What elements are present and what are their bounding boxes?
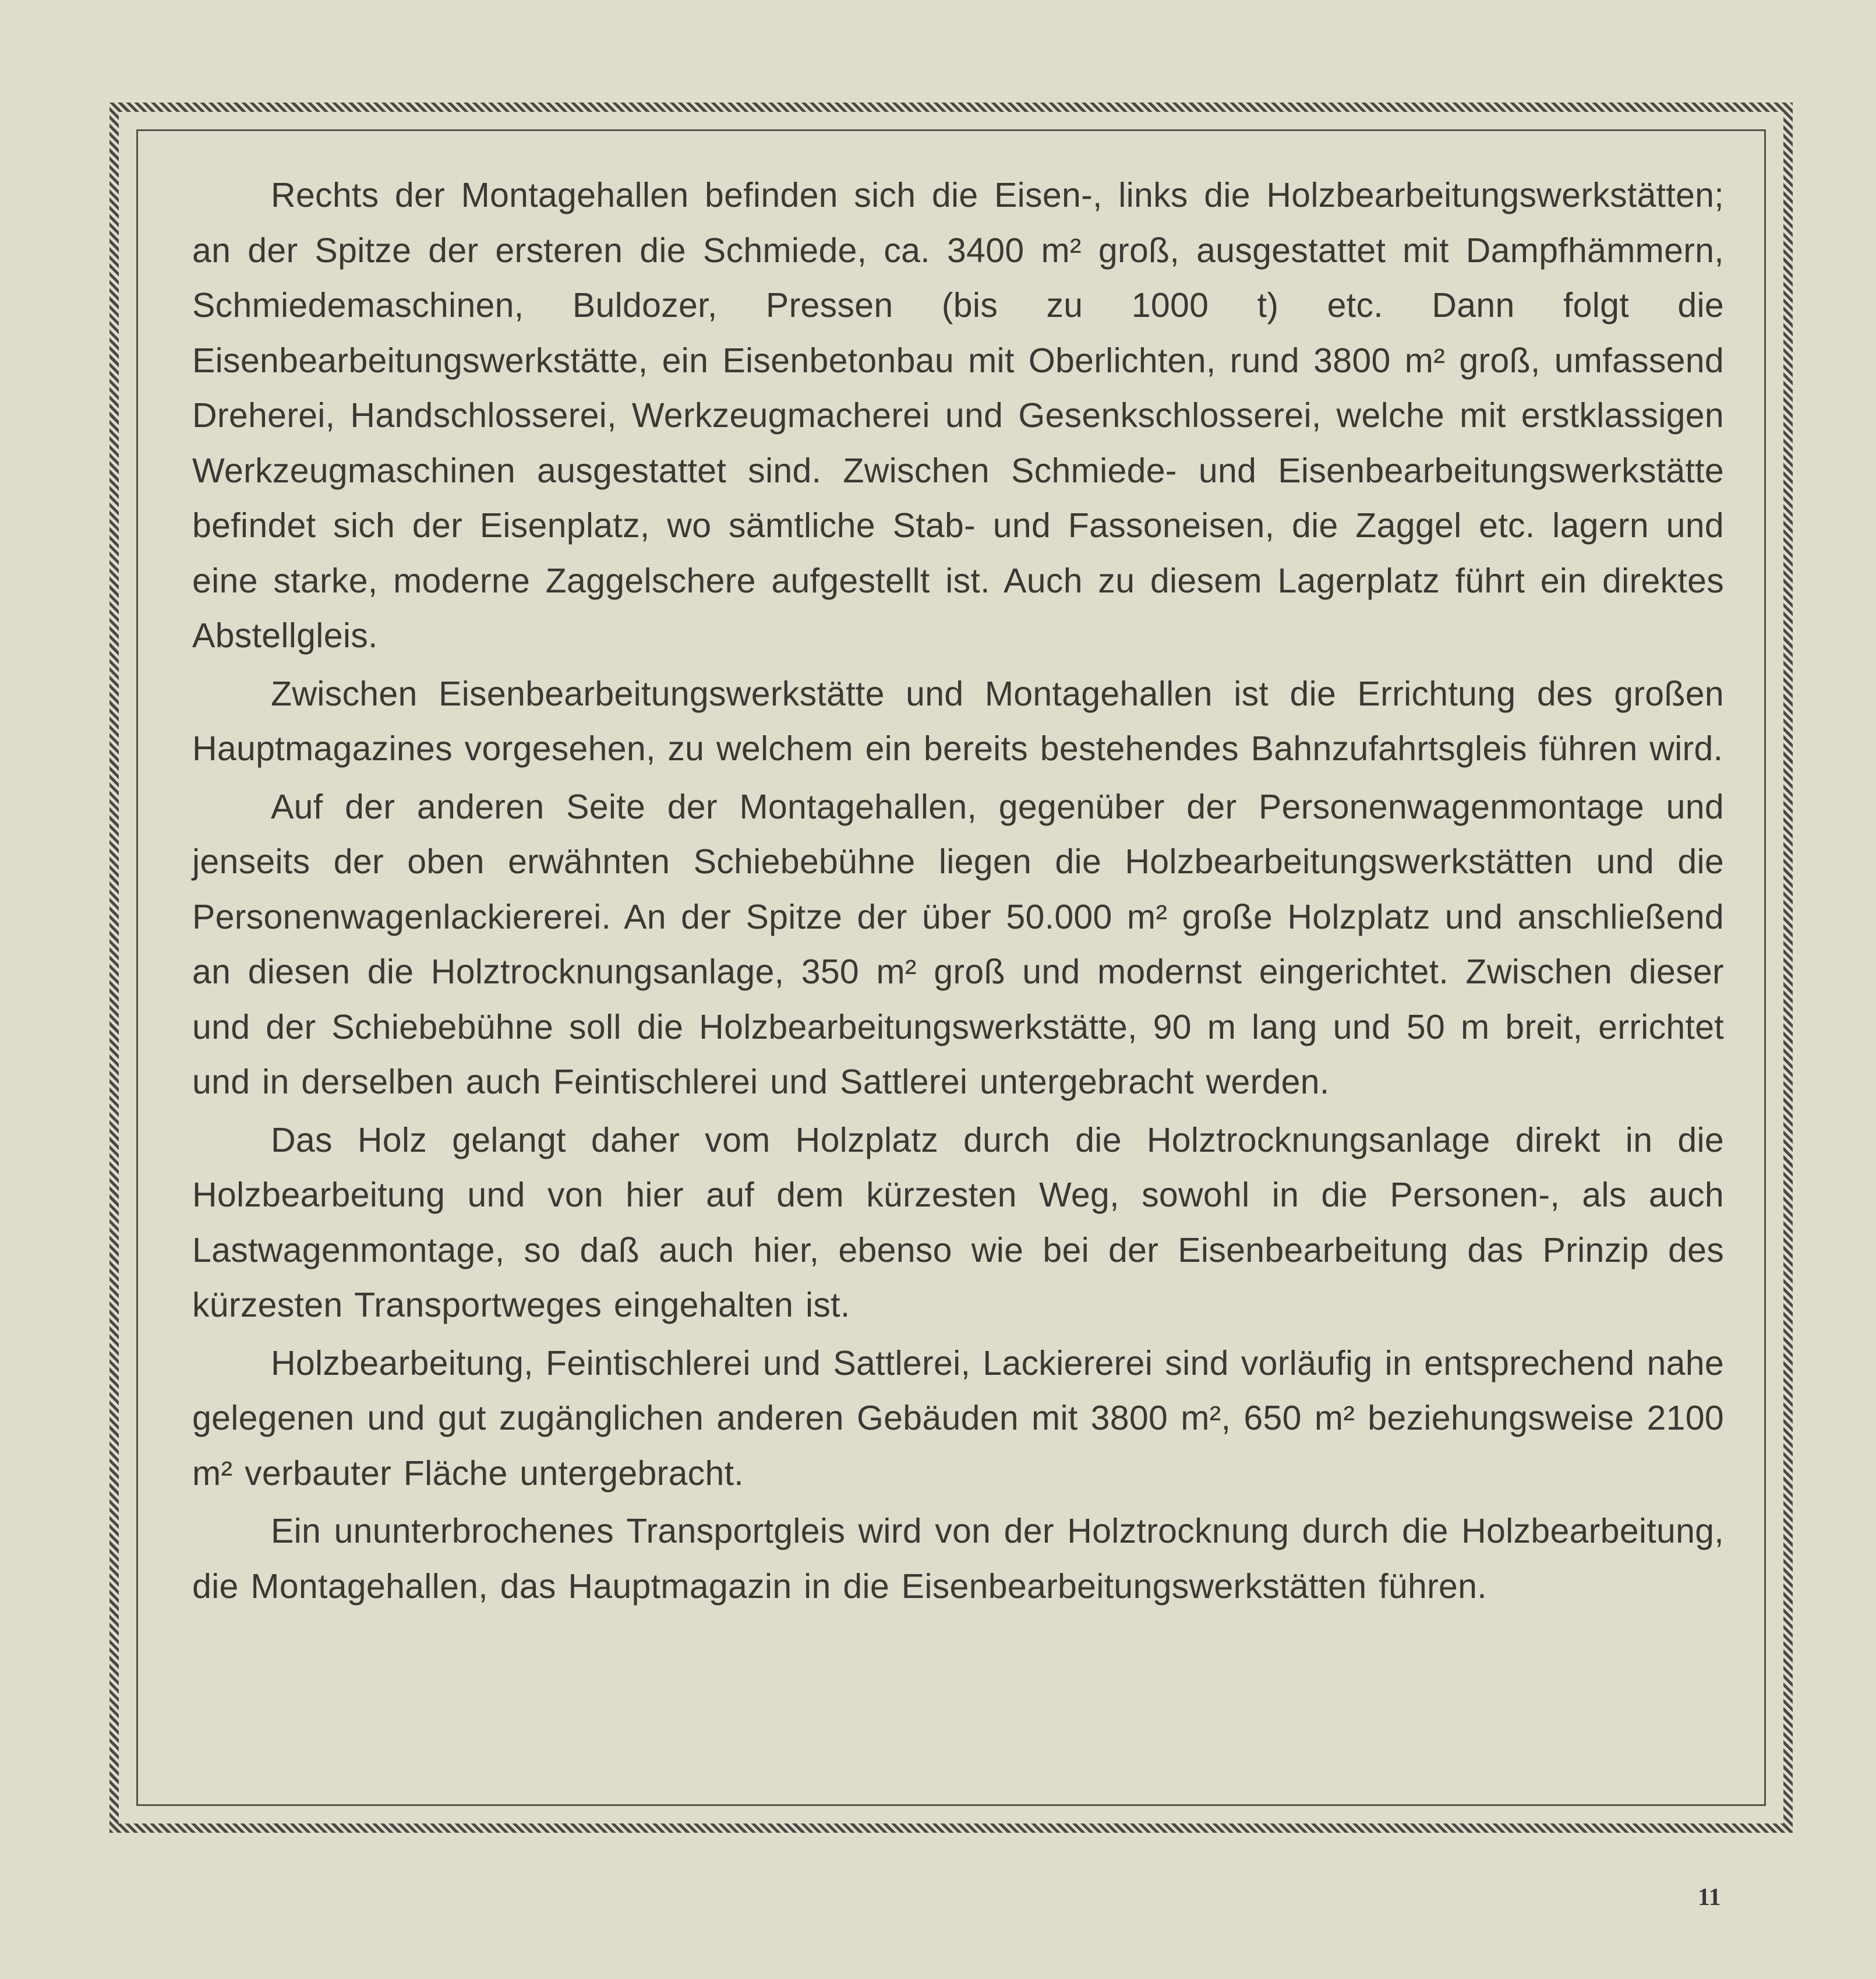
- paragraph-transport-track: Ein ununterbrochenes Transportgleis wird von der Holztrocknung durch die Holzbearbeitung, die Montagehallen, das Hauptmagazin in die Eisenbearbeitungswerkstätten führen.: [192, 1512, 1724, 1606]
- paragraph-wood-workshops: Auf der anderen Seite der Montagehallen, gegenüber der Personenwagenmontage und jenseits der oben erwähnten Schiebebühne liegen die Holzbearbeitungswerkstätten und die Personenwagenlackiererei. An der Spitze der über 50.000 m² große Holzplatz und anschließend an diesen die Holztrocknungsanlage, 350 m² groß und modernst eingerichtet. Zwischen dieser und der Schiebebühne soll die Holzbearbeitungswerkstätte, 90 m lang und 50 m breit, errichtet und in derselben auch Feintischlerei und Sattlerei untergebracht werden.: [192, 787, 1724, 1101]
- decorative-page-border: [109, 103, 1793, 1833]
- paragraph-temporary-buildings: Holzbearbeitung, Feintischlerei und Sattlerei, Lackiererei sind vorläufig in entsprechend nahe gelegenen und gut zugänglichen anderen Gebäuden mit 3800 m², 650 m² beziehungsweise 2100 m² verbauter Fläche untergebracht.: [192, 1343, 1724, 1493]
- page-number: 11: [1698, 1884, 1721, 1911]
- body-text: [192, 168, 1724, 1614]
- paragraph-main-magazine: Zwischen Eisenbearbeitungswerkstätte und Montagehallen ist die Errichtung des großen Hauptmagazines vorgesehen, zu welchem ein bereits bestehendes Bahnzufahrtsgleis führen wird.: [192, 674, 1724, 768]
- paragraph-workshops-iron: Rechts der Montagehallen befinden sich die Eisen-, links die Holzbearbeitungswerkstätten; an der Spitze der ersteren die Schmiede, ca. 3400 m² groß, ausgestattet mit Dampfhämmern, Schmiedemaschinen, Buldozer, Pressen (bis zu 1000 t) etc. Dann folgt die Eisenbearbeitungswerkstätte, ein Eisenbetonbau mit Oberlichten, rund 3800 m² groß, umfassend Dreherei, Handschlosserei, Werkzeugmacherei und Gesenkschlosserei, welche mit erstklassigen Werkzeugmaschinen ausgestattet sind. Zwischen Schmiede- und Eisenbearbeitungswerkstätte befindet sich der Eisenplatz, wo sämtliche Stab- und Fassoneisen, die Zaggel etc. lagern und eine starke, moderne Zaggelschere aufgestellt ist. Auch zu diesem Lagerplatz führt ein direktes Abstellgleis.: [192, 176, 1724, 655]
- paragraph-wood-flow: Das Holz gelangt daher vom Holzplatz durch die Holztrocknungsanlage direkt in die Holzbearbeitung und von hier auf dem kürzesten Weg, sowohl in die Personen-, als auch Lastwagenmontage, so daß auch hier, ebenso wie bei der Eisenbearbeitung das Prinzip des kürzesten Transportweges eingehalten ist.: [192, 1120, 1724, 1324]
